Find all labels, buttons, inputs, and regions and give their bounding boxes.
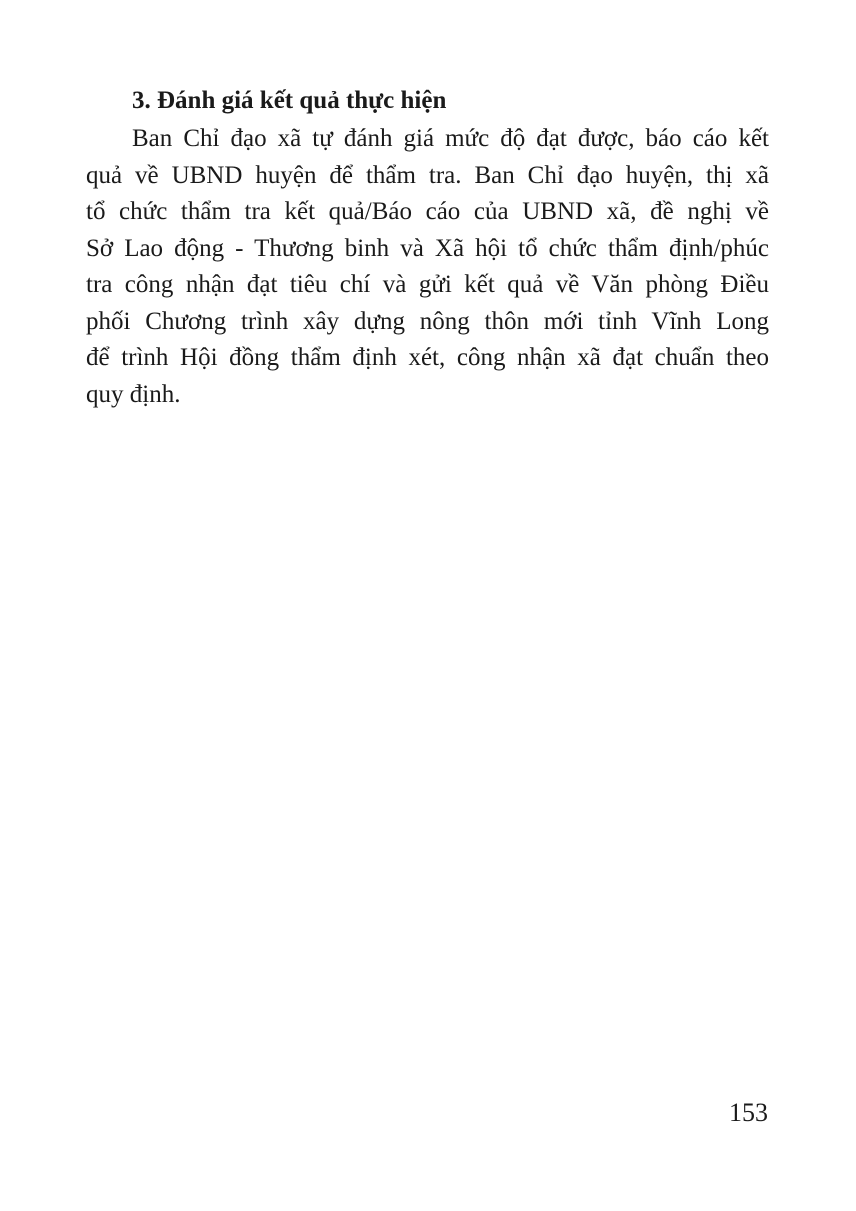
paragraph-line: quy định. (86, 380, 181, 408)
paragraph-line: quả về UBND huyện để thẩm tra. Ban Chỉ đạo huyện, thị xã (86, 161, 769, 189)
paragraph-line: tra công nhận đạt tiêu chí và gửi kết quả về Văn phòng Điều (86, 271, 769, 298)
page-number: 153 (729, 1098, 768, 1127)
paragraph-line: phối Chương trình xây dựng nông thôn mới tỉnh Vĩnh Long (86, 307, 769, 335)
paragraph-line: để trình Hội đồng thẩm định xét, công nhận xã đạt chuẩn theo (86, 344, 769, 371)
document-page (86, 83, 769, 413)
paragraph-line: Ban Chỉ đạo xã tự đánh giá mức độ đạt được, báo cáo kết (132, 125, 769, 152)
paragraph-line: Sở Lao động - Thương binh và Xã hội tổ chức thẩm định/phúc (86, 234, 769, 262)
paragraph-line: tổ chức thẩm tra kết quả/Báo cáo của UBND xã, đề nghị về (86, 198, 769, 225)
body-paragraph (86, 121, 769, 413)
section-heading: 3. Đánh giá kết quả thực hiện (132, 87, 447, 114)
